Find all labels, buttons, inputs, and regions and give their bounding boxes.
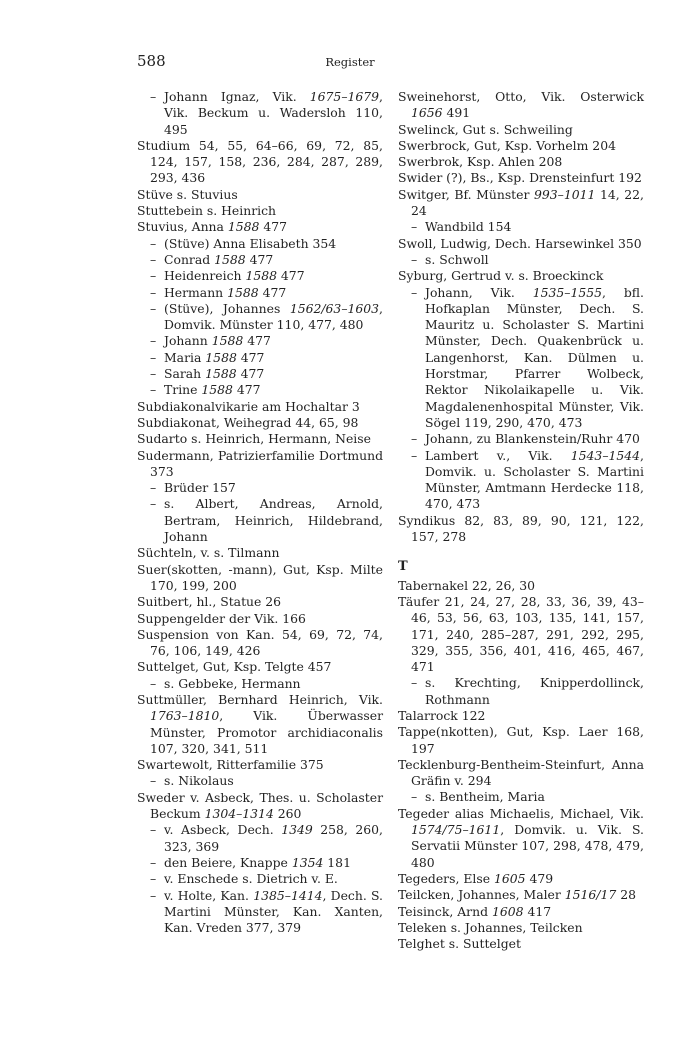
index-entry: Tappe(nkotten), Gut, Ksp. Laer 168, 197: [398, 724, 644, 756]
index-entry: Swoll, Ludwig, Dech. Harsewinkel 350: [398, 235, 642, 251]
index-entry: Suttmüller, Bernhard Heinrich, Vik. 1763–1810, Vik. Überwasser Münster, Promotor archidiaconalis 107, 320, 341, 511: [137, 691, 383, 756]
index-entry: Tecklenburg-Bentheim-Steinfurt, Anna Gräfin v. 294: [398, 756, 644, 789]
index-subentry: – Maria 1588 477: [150, 349, 265, 365]
subentry-dash: –: [150, 333, 157, 349]
subentry-dash: –: [150, 382, 157, 398]
index-subentry: – Heidenreich 1588 477: [150, 268, 305, 284]
subentry-dash: –: [411, 675, 418, 691]
index-entry: Stüve s. Stuvius: [137, 186, 238, 202]
subentry-dash: –: [150, 251, 157, 267]
index-entry: Stuttebein s. Heinrich: [137, 203, 277, 219]
index-subentry: – s. Nikolaus: [150, 773, 234, 789]
index-subentry: – s. Gebbeke, Hermann: [150, 675, 301, 691]
index-entry: Sweder v. Asbeck, Thes. u. Scholaster Beckum 1304–1314 260: [137, 789, 383, 822]
left-column: [137, 89, 383, 936]
index-subentry: – Trine 1588 477: [150, 382, 261, 398]
index-entry: Suer(skotten, -mann), Gut, Ksp. Milte 170, 199, 200: [137, 561, 383, 593]
page-number: 588: [137, 52, 166, 70]
index-entry: Swerbrok, Ksp. Ahlen 208: [398, 154, 563, 170]
subentry-dash: –: [150, 822, 157, 838]
index-entry: Swartewolt, Ritterfamilie 375: [137, 757, 324, 773]
index-subentry: – Johann 1588 477: [150, 333, 271, 349]
index-entry: Subdiakonat, Weihegrad 44, 65, 98: [137, 414, 359, 430]
index-subentry: – Johann Ignaz, Vik. 1675–1679, Vik. Beckum u. Wadersloh 110, 495: [150, 89, 383, 137]
subentry-dash: –: [150, 887, 157, 903]
subentry-dash: –: [411, 284, 418, 300]
subentry-dash: –: [150, 366, 157, 382]
index-entry: Sudermann, Patrizierfamilie Dortmund 373: [137, 447, 383, 479]
index-entry: Swerbrock, Gut, Ksp. Vorhelm 204: [398, 137, 616, 153]
subentry-dash: –: [411, 251, 418, 267]
index-subentry: – v. Enschede s. Dietrich v. E.: [150, 871, 338, 887]
subentry-dash: –: [150, 284, 157, 300]
index-subentry: – Hermann 1588 477: [150, 284, 287, 300]
index-entry: Suppengelder der Vik. 166: [137, 610, 306, 626]
index-entry: Syburg, Gertrud v. s. Broeckinck: [398, 268, 604, 284]
index-entry: Stuvius, Anna 1588 477: [137, 219, 288, 235]
index-entry: Tegeder alias Michaelis, Michael, Vik. 1574/75–1611, Domvik. u. Vik. S. Servatii Münster 107, 298, 478, 479, 480: [398, 805, 644, 870]
index-entry: Tabernakel 22, 26, 30: [398, 577, 536, 593]
index-entry: Studium 54, 55, 64–66, 69, 72, 85, 124, 157, 158, 236, 284, 287, 289, 293, 436: [137, 137, 383, 186]
subentry-dash: –: [150, 235, 157, 251]
subentry-dash: –: [150, 675, 157, 691]
subentry-dash: –: [150, 871, 157, 887]
subentry-dash: –: [411, 789, 418, 805]
index-subentry: – Conrad 1588 477: [150, 251, 274, 267]
index-entry: Teisinck, Arnd 1608 417: [398, 903, 552, 919]
index-subentry: – s. Krechting, Knipperdollinck, Rothmann: [411, 675, 644, 707]
subentry-dash: –: [150, 89, 157, 104]
index-entry: Syndikus 82, 83, 89, 90, 121, 122, 157, 278: [398, 512, 644, 545]
index-entry: Swider (?), Bs., Ksp. Drensteinfurt 192: [398, 170, 642, 186]
right-column: [398, 89, 644, 952]
index-subentry: – Sarah 1588 477: [150, 366, 265, 382]
index-entry: Swelinck, Gut s. Schweiling: [398, 121, 573, 137]
index-subentry: – Wandbild 154: [411, 219, 512, 235]
index-subentry: – v. Holte, Kan. 1385–1414, Dech. S. Martini Münster, Kan. Xanten, Kan. Vreden 377, 379: [150, 887, 383, 936]
index-entry: Süchteln, v. s. Tilmann: [137, 545, 280, 561]
index-entry: Suspension von Kan. 54, 69, 72, 74, 76, 106, 149, 426: [137, 626, 383, 659]
subentry-dash: –: [150, 496, 157, 512]
subentry-dash: –: [150, 773, 157, 789]
index-subentry: – (Stüve), Johannes 1562/63–1603, Domvik. Münster 110, 477, 480: [150, 300, 383, 333]
section-letter-heading: T: [398, 559, 408, 575]
subentry-dash: –: [150, 268, 157, 284]
index-subentry: – s. Albert, Andreas, Arnold, Bertram, Heinrich, Hildebrand, Johann: [150, 496, 383, 545]
index-subentry: – Lambert v., Vik. 1543–1544, Domvik. u. Scholaster S. Martini Münster, Amtmann Herdecke 118, 470, 473: [411, 447, 644, 512]
index-entry: Switger, Bf. Münster 993–1011 14, 22, 24: [398, 186, 645, 219]
index-subentry: – Brüder 157: [150, 480, 236, 496]
index-entry: Tegeders, Else 1605 479: [398, 870, 554, 886]
index-entry: Teilcken, Johannes, Maler 1516/17 28: [398, 887, 636, 903]
subentry-dash: –: [411, 431, 418, 447]
index-subentry: – s. Schwoll: [411, 251, 489, 267]
index-subentry: – v. Asbeck, Dech. 1349 258, 260, 323, 369: [150, 822, 383, 854]
subentry-dash: –: [150, 300, 157, 316]
index-subentry: – Johann, Vik. 1535–1555, bfl. Hofkaplan Münster, Dech. S. Mauritz u. Scholaster S. Martini Münster, Dech. Quakenbrück u. Langenhorst, Kan. Dülmen u. Horstmar, Pfarrer Wolbeck, Rektor Nikolaikapelle u. Vik. Magdalenenhospital Münster, Vik. Sögel 119, 290, 470, 473: [411, 284, 644, 430]
subentry-dash: –: [150, 349, 157, 365]
subentry-dash: –: [150, 480, 157, 496]
index-entry: Sweinehorst, Otto, Vik. Osterwick 1656 491: [398, 89, 644, 121]
index-entry: Suttelget, Gut, Ksp. Telgte 457: [137, 659, 332, 675]
index-entry: Talarrock 122: [398, 707, 486, 723]
subentry-dash: –: [150, 854, 157, 870]
index-entry: Telghet s. Suttelget: [398, 936, 521, 952]
index-subentry: – Johann, zu Blankenstein/Ruhr 470: [411, 431, 640, 447]
index-subentry: – s. Bentheim, Maria: [411, 789, 545, 805]
subentry-dash: –: [411, 219, 418, 235]
index-entry: Teleken s. Johannes, Teilcken: [398, 919, 583, 935]
index-entry: Suitbert, hl., Statue 26: [137, 594, 282, 610]
index-entry: Subdiakonalvikarie am Hochaltar 3: [137, 398, 360, 414]
index-entry: Sudarto s. Heinrich, Hermann, Neise: [137, 431, 371, 447]
index-entry: Täufer 21, 24, 27, 28, 33, 36, 39, 43–46, 53, 56, 63, 103, 135, 141, 157, 171, 240, 285–287, 291, 292, 295, 329, 355, 356, 401, 416, 465, 467, 471: [398, 593, 644, 675]
subentry-dash: –: [411, 447, 418, 463]
index-subentry: – (Stüve) Anna Elisabeth 354: [150, 235, 337, 251]
running-head: Register: [325, 55, 375, 69]
index-subentry: – den Beiere, Knappe 1354 181: [150, 854, 351, 870]
